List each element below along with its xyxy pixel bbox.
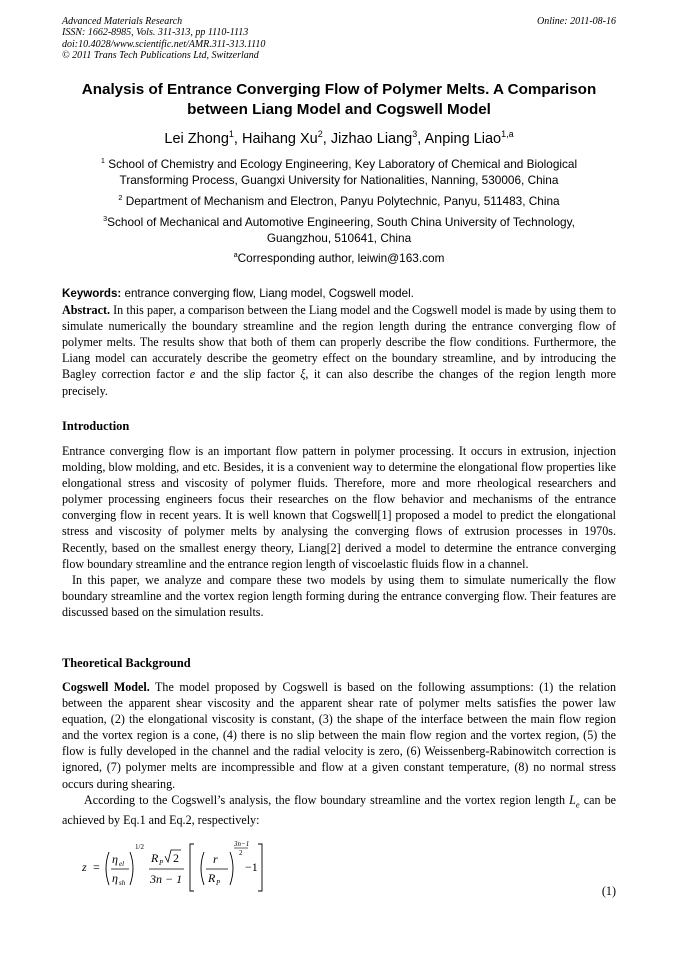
theory-heading: Theoretical Background: [62, 656, 191, 670]
theory-paragraph-2: [62, 792, 616, 829]
affiliation-number: 1: [100, 156, 105, 166]
issn-line: ISSN: 1662-8985, Vols. 311-313, pp 1110-1113: [62, 27, 249, 39]
corresponding-mark: a: [233, 250, 238, 260]
eq-p-subscript-den: P: [216, 879, 221, 887]
journal-header: [62, 16, 616, 62]
eq-sqrt-2: 2: [173, 851, 179, 865]
author-list: [62, 130, 616, 148]
keywords-abstract: [62, 286, 616, 399]
eq-half-exponent: 1/2: [135, 843, 144, 851]
region-length-L: L: [569, 792, 576, 807]
affiliation-3: [62, 214, 616, 246]
theory-text: can be achieved by Eq.1 and Eq.2, respectively:: [62, 792, 616, 828]
eq-left-paren: [106, 852, 109, 885]
eq-r: r: [213, 852, 218, 866]
eq-minus-one: −1: [245, 860, 258, 874]
affiliation-1: [62, 156, 616, 188]
eq-exp-denominator: 2: [239, 849, 243, 857]
eq-exp-numerator: 3n−1: [234, 840, 250, 848]
author-affil-mark: 1: [228, 129, 234, 140]
region-length-subscript: e: [575, 799, 580, 810]
introduction-heading: Introduction: [62, 419, 130, 433]
eq-right-bracket: [258, 844, 262, 891]
eq-rp-den: R: [208, 871, 216, 885]
abstract-text: and the slip factor: [195, 367, 301, 382]
author-affil-mark: 3: [412, 129, 418, 140]
eq-p-subscript: P: [159, 859, 164, 867]
eq-eta-sh: η: [112, 871, 118, 885]
copyright-line: © 2011 Trans Tech Publications Ltd, Switzerland: [62, 50, 259, 62]
eq-z: z: [82, 860, 87, 874]
eq-left-bracket: [190, 844, 194, 891]
author-name: Haihang Xu: [241, 131, 318, 147]
affiliation-2: [62, 193, 616, 209]
eq-rp: R: [151, 851, 159, 865]
eq-equals: =: [93, 860, 100, 874]
slip-factor-symbol: ξ: [300, 367, 306, 382]
eq-denominator: 3n − 1: [150, 872, 183, 886]
eq-eta-el: η: [112, 852, 118, 866]
author-separator: ,: [417, 131, 425, 147]
bagley-factor-symbol: e: [189, 367, 196, 382]
author-name: Lei Zhong: [164, 131, 229, 147]
affiliation-number: 3: [103, 214, 108, 224]
author-affil-mark: 1,a: [501, 129, 514, 140]
author-separator: ,: [322, 131, 331, 147]
eq-right-paren: [130, 852, 133, 885]
author-name: Anping Liao: [424, 131, 502, 147]
title-line-2: between Liang Model and Cogswell Model: [187, 101, 491, 118]
title-line-1: Analysis of Entrance Converging Flow of Polymer Melts. A Comparison: [81, 81, 597, 98]
affiliation-text: School of Chemistry and Ecology Engineering, Key Laboratory of Chemical and Biological: [104, 157, 578, 171]
abstract: [62, 302, 616, 399]
corresponding-author: [62, 250, 616, 266]
keywords: [62, 286, 616, 302]
affiliation-number: 2: [118, 193, 123, 203]
eq-sh-subscript: sh: [119, 879, 126, 887]
affiliation-text: Transforming Process, Guangxi University for Nationalities, Nanning, 530006, China: [119, 173, 559, 187]
affiliation-text: Guangzhou, 510641, China: [266, 231, 412, 245]
theory-body: [62, 679, 616, 828]
author-name: Jizhao Liang: [330, 131, 413, 147]
abstract-text: , it can also describe the changes of the region length more precisely.: [62, 367, 616, 398]
journal-name: Advanced Materials Research: [62, 16, 183, 27]
abstract-text: In this paper, a comparison between the Liang model and the Cogswell model is made by using them to simulate numerically the boundary streamline and the region length during the entrance converging flow of polymer melts. The results show that both of them can properly describe the flow conditions. Furthermore, the Liang model can accurately describe the geometry effect on the boundary streamline, and by introducing the Bagley correction factor: [62, 303, 616, 382]
affiliation-text: Department of Mechanism and Electron, Panyu Polytechnic, Panyu, 511483, China: [122, 194, 560, 208]
introduction-paragraph-2: In this paper, we analyze and compare these two models by using them to simulate numerically the flow boundary streamline and the vortex region length forming during the entrance converging flow. Their features are discussed based on the simulation results.: [62, 572, 616, 619]
eq-right-paren-2: [230, 852, 233, 885]
doi-line: doi:10.4028/www.scientific.net/AMR.311-313.1110: [62, 38, 266, 50]
author-affil-mark: 2: [317, 129, 323, 140]
introduction-paragraph-1: Entrance converging flow is an important flow pattern in polymer processing. It occurs in extrusion, injection molding, blow molding, and etc. Besides, it is a convenient way to determine the elongational flow properties like elongational stress and viscosity of polymer fluids. Therefore, more and more rheological researchers and polymer processing engineers focus their researches on the flow behavior and mechanisms of the entrance converging flow in recent years. It is well known that Cogswell[1] proposed a model to predict the elongational stress and viscosity of polymer melts by analysing the converging flows of extrusion processes in 1970s. Recently, based on the smallest energy theory, Liang[2] derived a model to determine the entrance converging flow boundary streamline and the entrance region length of viscoelastic fluids flow in a channel.: [62, 444, 616, 571]
theory-text: According to the Cogswell’s analysis, the flow boundary streamline and the vortex region length: [84, 792, 570, 807]
cogswell-text: The model proposed by Cogswell is based on the following assumptions: (1) the relation between the apparent shear viscosity and the apparent shear rate of polymer melts satisfies the power law equation, (2) the elongational viscosity is constant, (3) the shape of the interface between the main flow region and the vortex region is a cone, (4) there is no slip between the main flow region and the vortex region, (5) the flow is fully developed in the channel and the radial velocity is zero, (6) Weissenberg-Rabinowitch correction is ignored, (7) polymer melts are incompressible and flow at a given constant temperature, (8) no normal stress occurs during shearing.: [62, 680, 616, 791]
eq-el-subscript: el: [119, 860, 125, 868]
author-separator: ,: [233, 131, 242, 147]
introduction-body: [62, 443, 616, 620]
keywords-label: Keywords:: [62, 287, 122, 300]
cogswell-label: Cogswell Model.: [62, 680, 150, 694]
keywords-text: entrance converging flow, Liang model, Cogswell model.: [121, 287, 414, 300]
abstract-label: Abstract.: [62, 303, 111, 318]
cogswell-paragraph: [62, 679, 616, 792]
corresponding-text: Corresponding author, leiwin@163.com: [237, 251, 445, 265]
eq-left-paren-2: [201, 852, 204, 885]
region-length-symbol: [569, 792, 580, 810]
equation-number: (1): [601, 884, 616, 898]
equation-1: [82, 838, 282, 894]
online-date: Online: 2011-08-16: [537, 16, 616, 27]
paper-title: [62, 80, 616, 120]
affiliation-text: School of Mechanical and Automotive Engineering, South China University of Technology,: [107, 215, 575, 229]
